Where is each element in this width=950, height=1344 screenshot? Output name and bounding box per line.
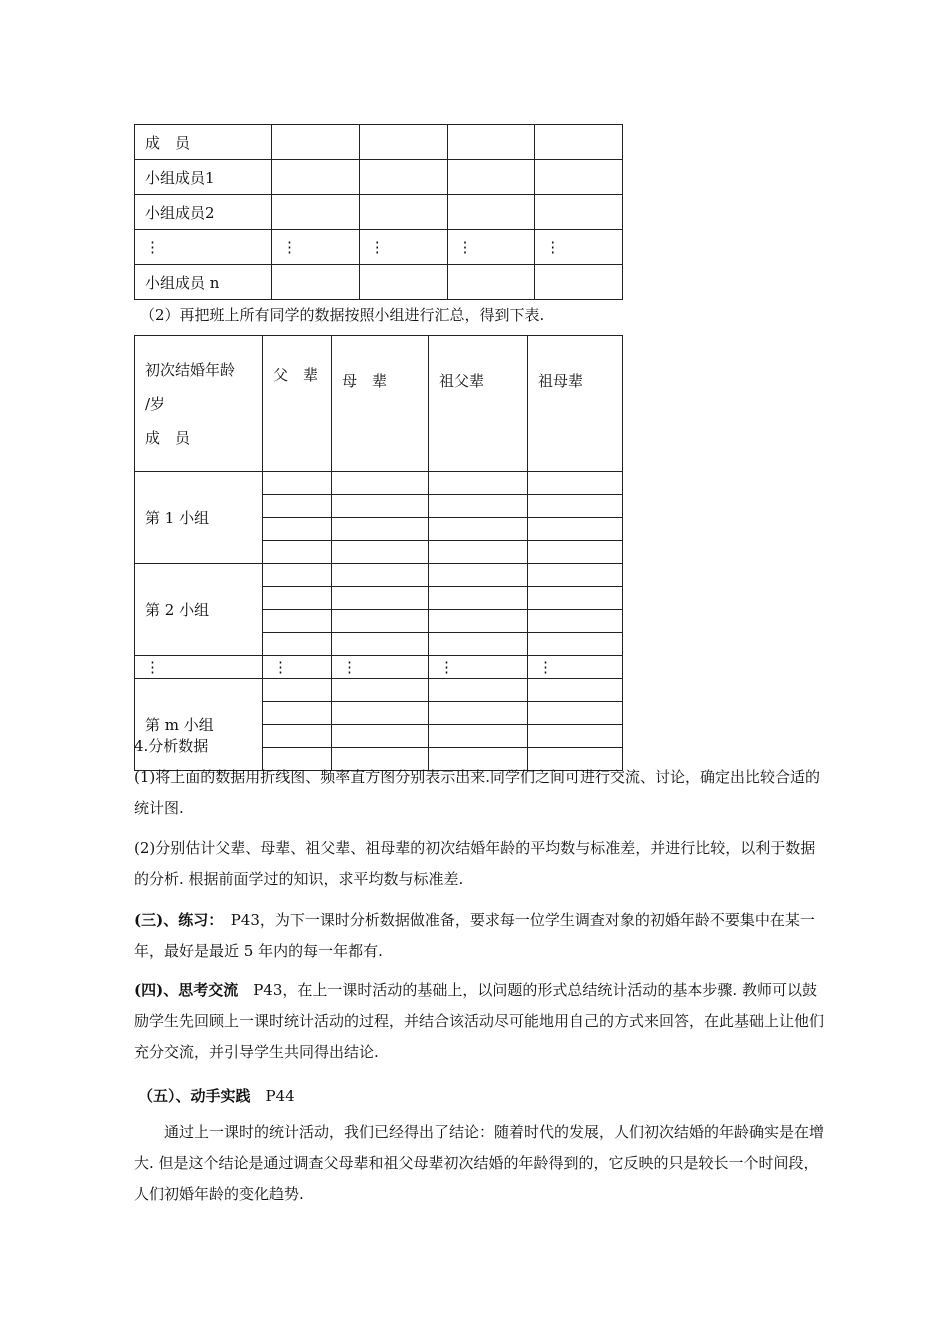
header-row	[135, 336, 623, 472]
table-cell	[429, 472, 528, 495]
discussion-label: (四)、思考交流	[134, 981, 239, 999]
table-cell	[332, 472, 429, 495]
section-3-text: P43，为下一课时分析数据做准备，要求每一位学生调查对象的初婚年龄不要集中在某一年，最好是最近 5 年内的每一年都有.	[134, 911, 815, 960]
table-cell	[528, 633, 623, 656]
table-cell	[429, 541, 528, 564]
table-row	[135, 265, 623, 300]
table-cell	[528, 541, 623, 564]
table-cell: 小组成员 n	[135, 265, 272, 300]
table-cell: 小组成员1	[135, 160, 272, 195]
table-cell	[359, 265, 447, 300]
table-cell	[535, 160, 623, 195]
table-cell: ⋮	[135, 656, 263, 679]
table-cell	[263, 633, 332, 656]
practice-page: P44	[265, 1087, 295, 1105]
table-row	[135, 125, 623, 160]
table-cell	[447, 125, 535, 160]
table-cell	[263, 541, 332, 564]
column-header: 父 辈	[263, 336, 332, 472]
table-cell: ⋮	[135, 230, 272, 265]
table2-caption: （2）再把班上所有同学的数据按照小组进行汇总，得到下表.	[140, 306, 545, 324]
table-cell	[528, 587, 623, 610]
table-row	[135, 160, 623, 195]
member-table	[134, 124, 623, 300]
table-cell	[528, 472, 623, 495]
section-5-heading	[138, 1081, 828, 1112]
corner-line: /岁	[145, 394, 166, 413]
group-label: 第 m 小组	[135, 679, 263, 771]
corner-line: 成 员	[145, 428, 191, 447]
table-cell: ⋮	[535, 230, 623, 265]
table-cell	[429, 633, 528, 656]
section-3-paragraph	[134, 905, 824, 967]
table-cell	[528, 610, 623, 633]
table-cell	[359, 160, 447, 195]
section-4-paragraph-1: (1)将上面的数据用折线图、频率直方图分别表示出来.同学们之间可进行交流、讨论，确定出比较合适的统计图.	[134, 768, 821, 817]
table-cell: ⋮	[263, 656, 332, 679]
corner-line: 初次结婚年龄	[145, 360, 236, 379]
table-cell	[263, 587, 332, 610]
table-cell	[535, 125, 623, 160]
table-cell	[528, 518, 623, 541]
table-cell	[429, 564, 528, 587]
table-cell: 小组成员2	[135, 195, 272, 230]
table-cell	[332, 564, 429, 587]
table-row	[135, 230, 623, 265]
section-4-paragraph-2: (2)分别估计父辈、母辈、祖父辈、祖母辈的初次结婚年龄的平均数与标准差，并进行比较，以利于数据的分析. 根据前面学过的知识，求平均数与标准差.	[134, 839, 816, 888]
table-cell	[263, 472, 332, 495]
table-cell	[332, 518, 429, 541]
table-cell	[429, 495, 528, 518]
table-cell	[263, 518, 332, 541]
table-cell	[359, 195, 447, 230]
practice-label: （五）、动手实践	[138, 1087, 251, 1105]
group-label: 第 1 小组	[135, 472, 263, 564]
table-cell	[429, 518, 528, 541]
table-cell: ⋮	[447, 230, 535, 265]
section-3-label: (三)、练习：	[134, 911, 216, 929]
table-cell	[332, 610, 429, 633]
table-cell	[332, 702, 429, 725]
table-cell	[263, 610, 332, 633]
discussion-text: P43，在上一课时活动的基础上，以问题的形式总结统计活动的基本步骤. 教师可以鼓励学生先回顾上一课时统计活动的过程，并结合该活动尽可能地用自己的方式来回答，在此基础上让他们充分交流，并引导学生共同得出结论.	[134, 981, 825, 1061]
table-cell	[429, 679, 528, 702]
table-cell	[272, 160, 360, 195]
section-4-title: 4.分析数据	[134, 737, 209, 755]
table-cell	[263, 702, 332, 725]
group-label: 第 2 小组	[135, 564, 263, 656]
table-cell	[332, 587, 429, 610]
column-header: 祖父辈	[429, 336, 528, 472]
table-row	[135, 679, 623, 702]
table-row	[135, 564, 623, 587]
table-cell	[263, 495, 332, 518]
table-cell	[528, 702, 623, 725]
table-cell: ⋮	[332, 656, 429, 679]
table-cell	[535, 195, 623, 230]
table-cell	[528, 564, 623, 587]
table-row	[135, 472, 623, 495]
table-cell	[332, 495, 429, 518]
table-cell	[447, 195, 535, 230]
table-cell	[263, 679, 332, 702]
table-cell: ⋮	[272, 230, 360, 265]
table-cell	[447, 265, 535, 300]
table-cell	[535, 265, 623, 300]
ellipsis-row	[135, 656, 623, 679]
table-cell: 成 员	[135, 125, 272, 160]
column-header: 母 辈	[332, 336, 429, 472]
table-cell: ⋮	[528, 656, 623, 679]
table-cell	[272, 195, 360, 230]
table-cell	[528, 495, 623, 518]
table-cell	[272, 265, 360, 300]
table-cell	[447, 160, 535, 195]
corner-header	[135, 336, 263, 472]
table-cell: ⋮	[429, 656, 528, 679]
section-4-discussion	[134, 975, 824, 1068]
table-cell	[272, 125, 360, 160]
table-row	[135, 195, 623, 230]
table-cell: ⋮	[359, 230, 447, 265]
group-summary-table	[134, 335, 623, 771]
table-cell	[263, 564, 332, 587]
table-cell	[332, 541, 429, 564]
table-cell	[429, 702, 528, 725]
closing-paragraph: 通过上一课时的统计活动，我们已经得出了结论：随着时代的发展，人们初次结婚的年龄确实是在增大. 但是这个结论是通过调查父母辈和祖父母辈初次结婚的年龄得到的，它反映的只是较长一个时间段，人们初婚年龄的变化趋势.	[134, 1123, 825, 1203]
table-cell	[359, 125, 447, 160]
table-cell	[332, 679, 429, 702]
column-header: 祖母辈	[528, 336, 623, 472]
table-cell	[332, 633, 429, 656]
table-cell	[429, 610, 528, 633]
table-cell	[429, 587, 528, 610]
table-cell	[528, 679, 623, 702]
